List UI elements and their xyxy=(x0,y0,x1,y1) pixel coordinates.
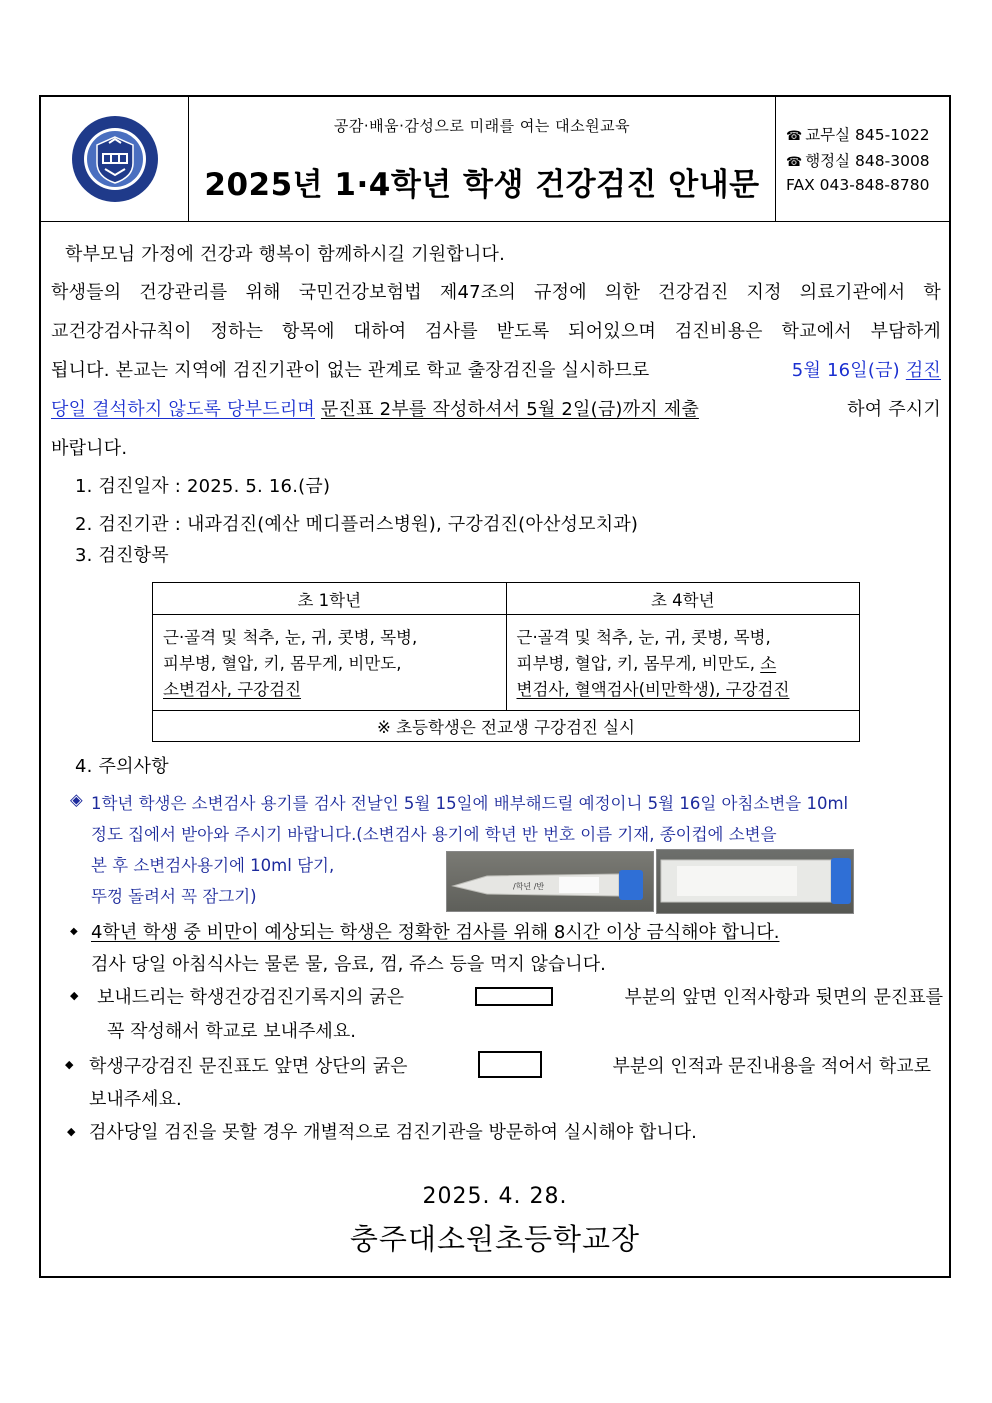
contact-fax: FAX 043-848-8780 xyxy=(786,176,930,194)
notice-header xyxy=(41,97,949,222)
list-item-institution: 2. 검진기관 : 내과검진(예산 메디플러스병원), 구강검진(아산성모치과) xyxy=(75,514,639,535)
table-note: ※ 초등학생은 전교생 구강검진 실시 xyxy=(153,711,860,742)
contact-teachers-office: ☎ 교무실 845-1022 xyxy=(786,126,930,144)
urine-tube-photo-2 xyxy=(656,849,854,914)
diamond-bullet-icon: ◆ xyxy=(70,989,79,1002)
tube-label-text: /학년 /반 xyxy=(513,882,545,891)
caution-2-line-2: 검사 당일 아침식사는 물론 물, 음료, 껌, 쥬스 등을 먹지 않습니다. xyxy=(91,954,606,975)
caution-5-line-1: 검사당일 검진을 못할 경우 개별적으로 검진기관을 방문하여 실시해야 합니다. xyxy=(89,1122,697,1143)
phone-icon: ☎ xyxy=(786,155,803,170)
caution-2-line-1: 4학년 학생 중 비만이 예상되는 학생은 정확한 검사를 위해 8시간 이상 금식해야 합니다. xyxy=(91,922,780,943)
urine-tube-icon xyxy=(447,852,653,911)
phone-icon: ☎ xyxy=(786,129,803,144)
caution-1-line-1: 1학년 학생은 소변검사 용기를 검사 전날인 5월 15일에 배부해드릴 예정이니 5월 16일 아침소변을 10ml xyxy=(91,794,849,813)
caution-4-line-1: 학생구강검진 문진표도 앞면 상단의 굵은 부분의 인적과 문진내용을 적어서 학교로 xyxy=(89,1051,931,1078)
school-emblem-icon xyxy=(71,115,159,203)
attendance-request: 당일 결석하지 않도록 당부드리며 xyxy=(51,399,315,420)
urine-tube-photo-1 xyxy=(446,851,654,912)
caution-4-line-2: 보내주세요. xyxy=(89,1089,182,1110)
school-slogan: 공감·배움·감성으로 미래를 여는 대소원교육 xyxy=(333,117,631,135)
caution-1-line-4: 뚜껑 돌려서 꼭 잠그기) xyxy=(91,887,257,906)
bold-box-marker xyxy=(475,987,553,1006)
list-item-cautions: 4. 주의사항 xyxy=(75,756,169,777)
intro-line-5: 바랍니다. xyxy=(51,438,128,459)
intro-line-2: 교건강검사규칙이 정하는 항목에 대하여 검사를 받도록 되어있으며 검진비용은 학교에서 부담하게 xyxy=(51,321,941,342)
list-item-date: 1. 검진일자 : 2025. 5. 16.(금) xyxy=(75,476,331,497)
urine-tube-closeup-icon xyxy=(657,850,853,913)
contact-cell xyxy=(775,97,950,221)
intro-line-3: 됩니다. 본교는 지역에 검진기관이 없는 관계로 학교 출장검진을 실시하므로 5월 16일(금) 검진 xyxy=(51,360,941,381)
table-header-grade4: 초 4학년 xyxy=(506,583,860,615)
diamond-bullet-icon: ◆ xyxy=(65,1058,74,1071)
bold-box-marker xyxy=(478,1051,542,1078)
questionnaire-deadline: 문진표 2부를 작성하셔서 5월 2일(금)까지 제출 xyxy=(320,399,699,420)
exam-date-highlight: 5월 16일(금) xyxy=(791,360,906,381)
exam-items-table xyxy=(152,582,860,742)
list-item-items: 3. 검진항목 xyxy=(75,545,169,566)
title-cell xyxy=(189,97,775,221)
caution-1-line-3: 본 후 소변검사용기에 10ml 담기, xyxy=(91,856,335,875)
caution-3-line-2: 꼭 작성해서 학교로 보내주세요. xyxy=(107,1021,356,1042)
caution-1-line-2: 정도 집에서 받아와 주시기 바랍니다.(소변검사 용기에 학년 반 번호 이름 기재, 종이컵에 소변을 xyxy=(91,825,777,844)
greeting: 학부모님 가정에 건강과 행복이 함께하시길 기원합니다. xyxy=(65,244,506,265)
issue-date: 2025. 4. 28. xyxy=(422,1184,568,1209)
diamond-bullet-icon: ◆ xyxy=(67,1125,76,1138)
table-header-grade1: 초 1학년 xyxy=(153,583,507,615)
logo-cell xyxy=(41,97,189,221)
diamond-bullet-icon: ◈ xyxy=(70,790,83,809)
table-cell-grade1: 근·골격 및 척추, 눈, 귀, 콧병, 목병, 피부병, 혈압, 키, 몸무게, 비만도, 소변검사, 구강검진 xyxy=(153,615,507,711)
intro-line-4: 당일 결석하지 않도록 당부드리며 문진표 2부를 작성하셔서 5월 2일(금)까지 제출 하여 주시기 xyxy=(51,399,941,420)
intro-line-1: 학생들의 건강관리를 위해 국민건강보험법 제47조의 규정에 의한 건강검진 지정 의료기관에서 학 xyxy=(51,282,941,303)
contact-admin-office: ☎ 행정실 848-3008 xyxy=(786,152,930,170)
diamond-bullet-icon: ◆ xyxy=(70,926,78,937)
principal-signature: 충주대소원초등학교장 xyxy=(349,1222,641,1256)
caution-3-line-1: 보내드리는 학생건강검진기록지의 굵은 부분의 앞면 인적사항과 뒷면의 문진표를 xyxy=(97,987,943,1008)
notice-title: 2025년 1·4학년 학생 건강검진 안내문 xyxy=(204,167,760,203)
notice-frame xyxy=(39,95,951,1278)
table-cell-grade4: 근·골격 및 척추, 눈, 귀, 콧병, 목병, 피부병, 혈압, 키, 몸무게, 비만도, 소 변검사, 혈액검사(비만학생), 구강검진 xyxy=(506,615,860,711)
